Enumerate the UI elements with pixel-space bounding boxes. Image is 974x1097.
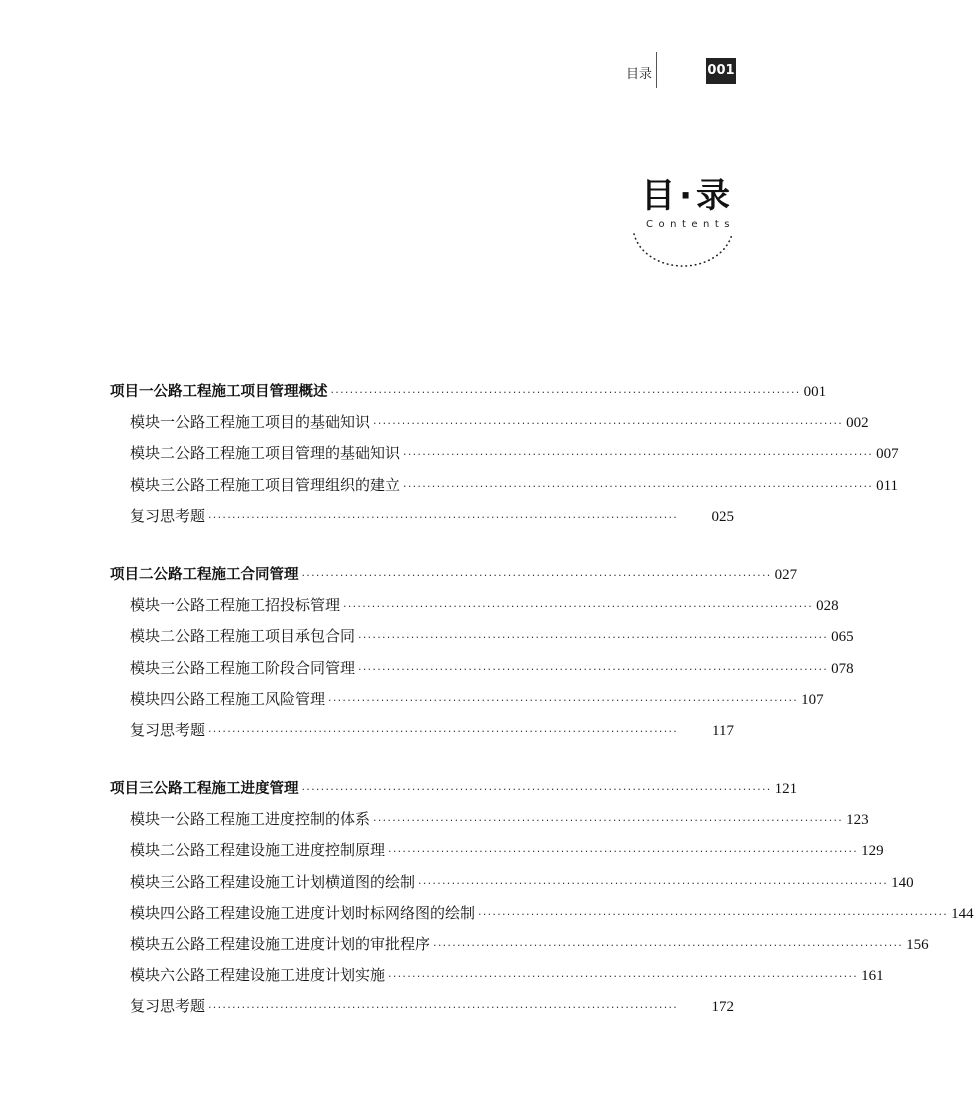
dot-leader: ··································································································	[208, 724, 679, 738]
review-title: 复习思考题	[130, 720, 206, 739]
page-subtitle: Contents	[646, 219, 735, 230]
page-number: 028	[816, 598, 839, 615]
dot-leader: ··································································································	[403, 448, 874, 462]
module-number: 模块一	[130, 810, 176, 829]
module-number: 模块二	[130, 627, 176, 646]
project-number: 项目一	[110, 384, 154, 400]
dot-leader: ··································································································	[433, 939, 904, 952]
dot-leader: ··································································································	[343, 600, 814, 614]
page-number: 107	[801, 691, 824, 708]
toc-module-entry[interactable]	[130, 411, 869, 442]
toc-module-entry[interactable]	[130, 871, 914, 902]
project-number: 项目二	[110, 566, 154, 583]
module-number: 模块六	[130, 966, 176, 985]
module-title: 公路工程施工项目承包合同	[175, 627, 356, 646]
page-number: 027	[774, 566, 798, 583]
toc-module-entry[interactable]	[130, 964, 884, 995]
toc-module-entry[interactable]	[130, 594, 839, 625]
dot-leader: ··································································································	[403, 479, 874, 493]
review-title: 复习思考题	[130, 506, 206, 525]
page-number: 007	[876, 446, 899, 463]
dot-leader: ··································································································	[330, 386, 801, 399]
toc-module-entry[interactable]	[130, 933, 929, 964]
page-title: 目·录	[641, 176, 734, 216]
module-title: 公路工程建设施工进度计划时标网络图的绘制	[175, 903, 476, 922]
module-number: 模块二	[130, 841, 176, 860]
dot-leader: ··································································································	[208, 1001, 679, 1015]
header-page-number: 001	[706, 58, 736, 84]
page-number: 011	[876, 477, 899, 494]
module-number: 模块五	[130, 935, 176, 953]
module-title: 公路工程施工项目管理组织的建立	[175, 475, 401, 494]
project-number: 项目三	[110, 781, 154, 798]
page-number: 117	[712, 722, 734, 739]
review-title: 复习思考题	[130, 997, 206, 1016]
module-title: 公路工程施工进度控制的体系	[175, 810, 371, 829]
module-title: 公路工程施工项目管理的基础知识	[175, 444, 401, 463]
dot-leader: ··································································································	[388, 970, 859, 984]
page-number: 001	[803, 384, 827, 400]
page-number: 002	[846, 415, 869, 432]
page-number: 140	[891, 874, 914, 891]
toc-module-entry[interactable]	[130, 688, 824, 719]
module-title: 公路工程建设施工进度计划实施	[175, 966, 386, 985]
toc-module-entry[interactable]	[130, 442, 899, 473]
dot-leader: ··································································································	[478, 907, 949, 921]
module-title: 公路工程建设施工计划横道图的绘制	[175, 872, 416, 891]
toc-review-entry[interactable]	[130, 719, 734, 750]
module-title: 公路工程施工招投标管理	[175, 596, 341, 615]
page-number: 123	[846, 812, 869, 829]
project-title: 公路工程施工合同管理	[153, 566, 299, 583]
header-label: 目录	[625, 67, 652, 82]
project-title: 公路工程施工项目管理概述	[153, 384, 328, 400]
table-of-contents	[0, 380, 974, 1054]
dot-leader: ··································································································	[208, 510, 679, 524]
toc-project-entry[interactable]	[110, 380, 827, 411]
decorative-dotted-arc	[628, 228, 738, 274]
module-number: 模块四	[130, 689, 176, 708]
toc-module-entry[interactable]	[130, 657, 854, 688]
module-number: 模块四	[130, 903, 176, 922]
toc-module-entry[interactable]	[130, 808, 869, 839]
page-number: 144	[951, 905, 974, 922]
toc-module-entry[interactable]	[130, 902, 974, 933]
page-number: 065	[831, 629, 854, 646]
dot-leader: ··································································································	[301, 568, 772, 582]
module-number: 模块一	[130, 596, 176, 615]
dot-leader: ··································································································	[373, 417, 844, 431]
module-title: 公路工程建设施工进度控制原理	[175, 841, 386, 860]
module-number: 模块三	[130, 872, 176, 891]
module-number: 模块一	[130, 413, 176, 432]
module-number: 模块二	[130, 444, 176, 463]
module-number: 模块三	[130, 475, 176, 494]
toc-module-entry[interactable]	[130, 474, 899, 505]
project-title: 公路工程施工进度管理	[153, 781, 299, 798]
dot-leader: ··································································································	[373, 814, 844, 828]
page-number: 078	[831, 660, 854, 677]
module-title: 公路工程施工风险管理	[175, 689, 326, 708]
module-title: 公路工程施工阶段合同管理	[175, 658, 356, 677]
toc-project-group	[0, 563, 854, 750]
page-number: 161	[861, 968, 884, 985]
dot-leader: ··································································································	[358, 662, 829, 676]
toc-review-entry[interactable]	[130, 505, 734, 536]
toc-review-entry[interactable]	[130, 995, 734, 1026]
page-number: 025	[711, 508, 734, 525]
toc-project-group	[0, 777, 974, 1027]
page-number: 172	[711, 999, 734, 1016]
dot-leader: ··································································································	[301, 783, 772, 797]
toc-project-group	[0, 380, 899, 536]
toc-project-entry[interactable]	[110, 777, 798, 808]
dot-leader: ··································································································	[328, 693, 799, 707]
header-divider	[656, 52, 657, 88]
toc-module-entry[interactable]	[130, 625, 854, 656]
dot-leader: ··································································································	[358, 631, 829, 645]
toc-module-entry[interactable]	[130, 839, 884, 870]
page-number: 121	[774, 781, 798, 798]
module-title: 公路工程施工项目的基础知识	[175, 413, 371, 432]
page-number: 156	[906, 937, 929, 953]
page-number: 129	[861, 843, 884, 860]
toc-project-entry[interactable]	[110, 563, 798, 594]
module-title: 公路工程建设施工进度计划的审批程序	[175, 935, 431, 953]
module-number: 模块三	[130, 658, 176, 677]
dot-leader: ··································································································	[418, 876, 889, 890]
dot-leader: ··································································································	[388, 845, 859, 859]
